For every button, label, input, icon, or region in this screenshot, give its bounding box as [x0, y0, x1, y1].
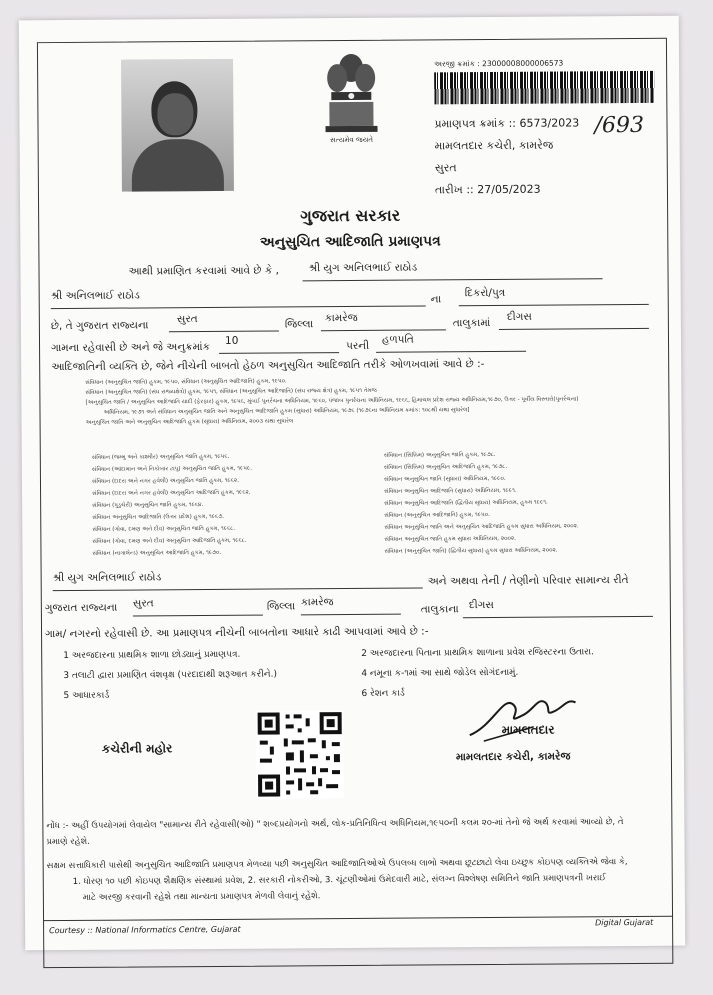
barcode-block [434, 58, 654, 105]
certify-text: આથી પ્રમાણિત કરવામાં આવે છે કે , [128, 264, 279, 278]
order-item: સંવિધાન (અનુસુચિત જાતિ) (દ્વિતીય સુધારા) હુકમ સુધારા અધિનિયમ, ૨૦૦૨. [384, 547, 558, 555]
signatory-office: મામલતદાર કચેરી, કામરેજ [455, 750, 571, 764]
handwritten-number: /693 [594, 112, 645, 139]
order-item: સંવિધાન (દાદરા અને નગર હવેલી) અનુસુચિત આદિજાતિ હુકમ, ૧૯૬૨. [92, 489, 251, 497]
second-village: દીગસ [468, 599, 494, 612]
footer-brand: Digital Gujarat [595, 917, 654, 928]
signatory-designation: મામલતદાર [501, 722, 555, 737]
order-item: સંવિધાન (નાગાલેન્ડ) અનુસુચિત આદિજાતિ હુકમ, ૧૯૭૦. [92, 549, 222, 557]
orders-list-left [92, 450, 363, 560]
district-field [169, 313, 279, 333]
taluka-value: કામરેજ [324, 311, 358, 325]
order-item: સંવિધાન અનુસુચિત આદિજાતિ (દ્વિતીય સુધારા) અધિનિયમ, હુકમ ૧૯૯૧. [384, 499, 548, 507]
relation-value: દિકરો/પુત્ર [464, 286, 506, 300]
family-text: અને અથવા તેની / તેણીનો પરિવાર સામાન્ય રીતે [427, 574, 629, 588]
order-item: સંવિધાન (દાદરા અને નગર હવેલી) અનુસુચિત જાતિ હુકમ, ૧૯૬૨. [91, 477, 240, 485]
parni-label: પરની [346, 339, 370, 353]
order-item: સંવિધાન (આંદામાન અને નિકોબાર ટાપુ) અનુસુચિત જાતિ હુકમ, ૧૯૫૯. [91, 465, 253, 473]
note-line: સક્ષમ સત્તાધિકારી પાસેથી અનુસુચિત આદિજાતિ પ્રમાણપત્ર મેળવ્યા પછી અનુસુચિત આદિજાતિઓએ ઉપલબ્ધ લાભો અથવા છૂટછાટો લેવા ઇચ્છુક કોઇપણ વ્યક્તિએ જેવા કે, [46, 857, 628, 872]
second-name-field [53, 570, 423, 592]
second-district: સુરત [132, 597, 154, 610]
applicant-name-field [302, 260, 602, 281]
order-item: સંવિધાન (ગોવા, દમણ અને દીવ) અનુસુચિત જાતિ હુકમ, ૧૯૬૮. [92, 525, 236, 533]
serial-field [219, 334, 339, 354]
second-state-label: ગુજરાત રાજ્યના [44, 601, 118, 615]
order-item: સંવિધાન (અનુસુચિત આદિજાતિ) હુકમ, ૧૯૫૦. [384, 512, 490, 519]
office-seal-label: કચેરીની મહોર [101, 741, 173, 756]
note-line: પ્રમાણે રહેશે. [46, 836, 90, 848]
order-line: અધિનિયમ, ૧૯૭૧ અને સંવિધાન અનુસુચિત જાતિ અને અનુસુચિત આદિજાતિ હુકમ (સુધારા) અધિનિયમ, ૧૯૭૬ (૧૯૭૬ના અધિનિયમ ક્રમાંક: ૧૦૮થી યથા સુધારેલ] [103, 407, 470, 416]
doc-item: 5 આધારકાર્ડ [63, 690, 110, 702]
order-item: સંવિધાન અનુસુચિત આદિજાતિ (ઉત્તર પ્રદેશ) હુકમ, ૧૯૬૭. [92, 513, 224, 521]
doc-item: 4 નમૂના ક-૧માં આ સાથે જોડેલ સોગંદનામું. [361, 667, 519, 679]
applicant-photo [121, 59, 234, 192]
doc-item: 6 રેશન કાર્ડ [361, 688, 405, 699]
order-item: સંવિધાન (પુડુચેરી) અનુસુચિત જાતિ હુકમ, ૧૯૬૪. [92, 502, 204, 509]
order-item: સંવિધાન અનુસુચિત જાતિ અને અનુસુચિત આદિજાતિ હુકમ સુધારા અધિનિયમ, ૨૦૦૨. [384, 523, 579, 531]
issuing-district: સુરત [434, 161, 457, 175]
tribe-name: હળપતિ [381, 333, 414, 346]
second-name: શ્રી યુગ અનિલભાઈ રાઠોડ [52, 571, 162, 585]
emblem-caption: સત્યમેવ જયતે [330, 135, 374, 145]
docs-left [63, 644, 353, 706]
qr-code-icon [256, 710, 345, 799]
taluka-label: તાલુકામાં [452, 317, 491, 330]
state-label: છે, તે ગુજરાત રાજ્યના [50, 319, 149, 333]
second-district-label: જિલ્લા [266, 600, 296, 613]
national-emblem-icon [319, 48, 384, 140]
relation-field [459, 286, 649, 306]
second-taluka: કામરેજ [300, 596, 334, 609]
district-label: જિલ્લા [284, 318, 314, 331]
certificate-page [19, 16, 685, 951]
issuing-office: મામલતદાર કચેરી, કામરેજ [434, 138, 554, 153]
father-name: શ્રી અનિલભાઈ રાઠોડ [50, 289, 140, 303]
certificate-title: અનુસુચિત આદિજાતિ પ્રમાણપત્ર [259, 233, 441, 251]
doc-item: 2 અરજદારના પિતાના પ્રાથમિક શાળાના પ્રવેશ રજિસ્ટરના ઉતારા. [361, 647, 594, 659]
orders-block [85, 374, 650, 428]
order-line: [અનુસુચિત જાતિ / અનુસુચિત આદિજાતિ યાદી (ફેરફાર) હુકમ, ૧૯૫૬, મુંબઈ પુનર્રચના અધિનિયમ, ૧૯૬૦, પંજાબ પુનર્રચના અધિનિયમ, ૧૯૬૬, હિમાચલ પ્રદેશ રાજ્ય અધિનિયમ,૧૯૭૦, ઉત્તર - પૂર્વીય વિસ્તારો(પુનર્રચના) [85, 396, 579, 406]
serial-number: 10 [224, 334, 239, 347]
orders-list-right [384, 448, 655, 558]
second-district-field [133, 597, 263, 617]
second-taluka-label: તાલુકાના [420, 603, 459, 616]
village-text: ગામના રહેવાસી છે અને જે અનુક્રમાંક [51, 340, 211, 355]
village-value: દીગસ [506, 310, 532, 323]
certificate-number: પ્રમાણપત્ર ક્રમાંક :: 6573/2023 [434, 116, 580, 131]
note-line: 1. ધોરણ ૧૦ પછી કોઇપણ શૈક્ષણિક સંસ્થામાં પ્રવેશ, 2. સરકારી નોકરીઓ, 3. ચૂંટણીઓમાં ઉમેદવારી માટે, સંલગ્ન વિશ્લેષણ સમિતિને જાતિ પ્રમાણપત્રની ખરાઈ [72, 873, 606, 887]
order-item: સંવિધાન (સિક્કિમ) અનુસુચિત આદિજાતિ હુકમ, ૧૯૭૮. [383, 463, 508, 471]
issue-date: તારીખ :: 27/05/2023 [434, 182, 541, 197]
certificate-meta [434, 112, 595, 201]
applicant-name: શ્રી યુગ અનિલભાઈ રાઠોડ [308, 261, 418, 275]
order-item: સંવિધાન અનુસુચિત આદિજાતિ (સુધારા) અધિનિયમ, ૧૯૯૧. [384, 487, 517, 495]
order-item: સંવિધાન (જમ્મુ અને કાશ્મીર) અનુસુચિત જાતિ હુકમ, ૧૯૫૬. [91, 453, 230, 461]
second-taluka-field [301, 596, 401, 616]
note-line: નોંધ :- અહીં ઉપયોગમાં લેવાયેલ "સામાન્ય રીતે રહેવાસી(ઓ) " શબ્દપ્રયોગનો અર્થ, લોક-પ્રતિનિધિત્વ અધિનિયમ,૧૯૫૦ની કલમ ૨૦-માં તેનો જે અર્થ કરવામાં આવ્યો છે, તે [46, 817, 624, 832]
resident-text: ગામ/ નગરનો રહેવાસી છે. આ પ્રમાણપત્ર નીચેની બાબતોના આધારે કાઢી આપવામાં આવે છે :- [45, 625, 429, 641]
notes-block [46, 814, 667, 906]
tribe-field [376, 333, 526, 353]
note-line: માટે અરજી કરવાની રહેશે તથા માન્યતા પ્રમાણપત્ર મેળવી લેવાનું રહેશે. [82, 891, 321, 903]
taluka-field [321, 311, 446, 331]
order-item: સંવિધાન અનુસુચિત જાતિ હુકમ સુધારા અધિનિયમ, ૨૦૦૨. [384, 535, 516, 543]
footer-courtesy: Courtesy :: National Informatics Centre, Gujarat [49, 924, 241, 936]
order-item: સંવિધાન (સિક્કિમ) અનુસુચિત જાતિ હુકમ, ૧૯૭૮. [383, 451, 496, 459]
government-title: ગુજરાત સરકાર [300, 205, 401, 226]
order-item: સંવિધાન અનુસુચિત જાતિ (સુધારા) અધિનિયમ, ૧૯૯૦. [383, 475, 506, 483]
order-item: સંવિધાન (ગોવા, દમણ અને દીવ) અનુસુચિત આદિજાતિ હુકમ, ૧૯૬૮. [92, 537, 247, 545]
order-line: સંવિધાન (અનુસુચિત જાતિ) (સંઘ રાજ્યક્ષેત્રો) હુકમ, ૧૯૫૧, સંવિધાન (અનુસુચિત આદિજાતિ) (સંઘ રાજ્ય ક્ષેત્ર) હુકમ, ૧૯૫૧ તેમજ [85, 387, 377, 396]
relation-prefix: ના [430, 293, 442, 306]
tribe-text: આદિજાતિની વ્યક્તિ છે, જેને નીચેની બાબતો હેઠળ અનુસુચિત આદિજાતિ તરીકે ઓળખવામાં આવે છે :- [51, 358, 485, 374]
doc-item: 3 તલાટી દ્વારા પ્રમાણિત વંશવૃક્ષ (પરદાદાથી શરૂઆત કરીને.) [63, 669, 277, 682]
second-village-field [463, 598, 653, 618]
order-line: અનુસુચિત જાતિ અને અનુસુચિત આદિજાતિ હુકમ (સુધારા) અધિનિયમ, ૨૦૦૩ યથા સુધારેલ [85, 418, 294, 426]
village-field [499, 310, 649, 330]
father-name-field [51, 287, 426, 309]
barcode [434, 71, 654, 105]
district-value: સુરત [176, 313, 198, 326]
order-line: સંવિધાન (અનુસુચિત જાતિ) હુકમ, ૧૯૫૦, સંવિધાન (અનુસુચિત આદિજાતિ) હુકમ, ૧૯૫૦. [85, 378, 287, 386]
doc-item: 1 અરજદારના પ્રાથમિક શાળા છોડ્યાનું પ્રમાણપત્ર. [63, 649, 241, 662]
application-number: અરજી ક્રમાંક : 23000008000006573 [434, 58, 564, 69]
